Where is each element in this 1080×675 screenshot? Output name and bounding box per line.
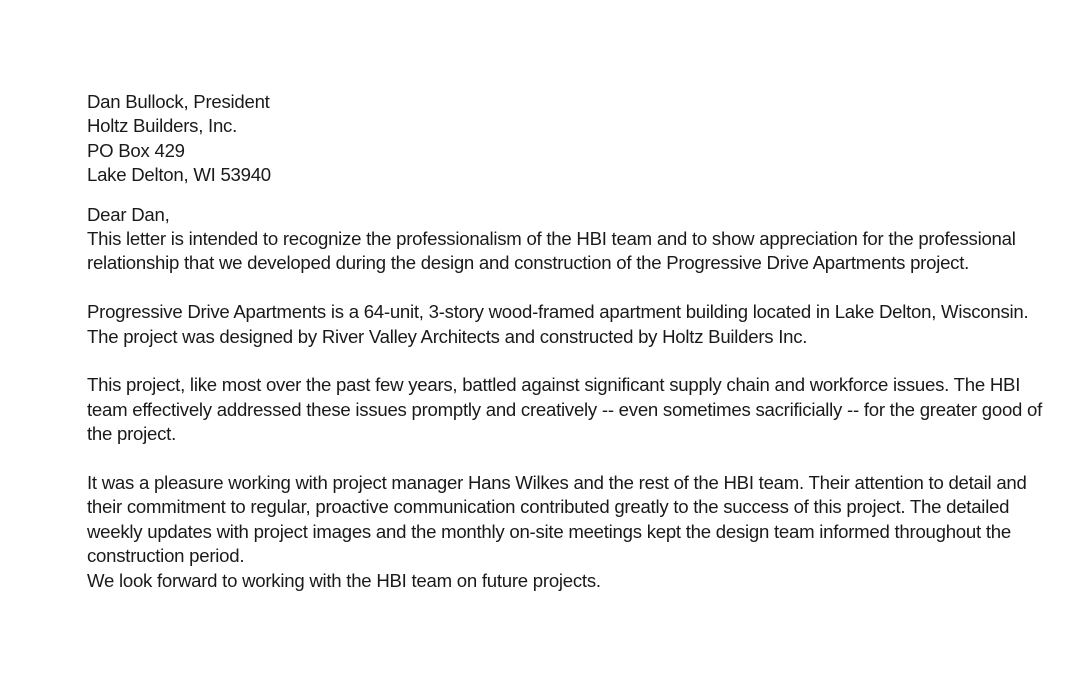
- paragraph-challenges: This project, like most over the past few years, battled against significant supply chain and workforce issues. The HBI team effectively addressed these issues promptly and creatively -- even sometimes sacrificially -- for the greater good of the project.: [87, 374, 1043, 445]
- recipient-name-title: Dan Bullock, President: [87, 91, 270, 112]
- recipient-city-state-zip: Lake Delton, WI 53940: [87, 164, 271, 186]
- paragraph-intro: This letter is intended to recognize the professionalism of the HBI team and to show appreciation for the professional relationship that we developed during the design and construction of the Progressive Drive Apartments project.: [87, 228, 1016, 274]
- letter-body: [87, 90, 1047, 593]
- recipient-address: [87, 90, 1047, 188]
- paragraph-project-description: Progressive Drive Apartments is a 64-unit, 3-story wood-framed apartment building located in Lake Delton, Wisconsin. The project was designed by River Valley Architects and constructed by Holtz Builders Inc.: [87, 301, 1029, 347]
- closing-line: We look forward to working with the HBI team on future projects.: [87, 569, 601, 591]
- recipient-po-box: PO Box 429: [87, 139, 185, 161]
- recipient-company: Holtz Builders, Inc.: [87, 115, 238, 137]
- salutation: Dear Dan,: [87, 203, 170, 225]
- paragraph-appreciation: It was a pleasure working with project manager Hans Wilkes and the rest of the HBI team. Their attention to detail and their commitment to regular, proactive communication contributed greatly to the success of this project. The detailed weekly updates with project images and the monthly on-site meetings kept the design team informed throughout the construction period.: [87, 472, 1027, 567]
